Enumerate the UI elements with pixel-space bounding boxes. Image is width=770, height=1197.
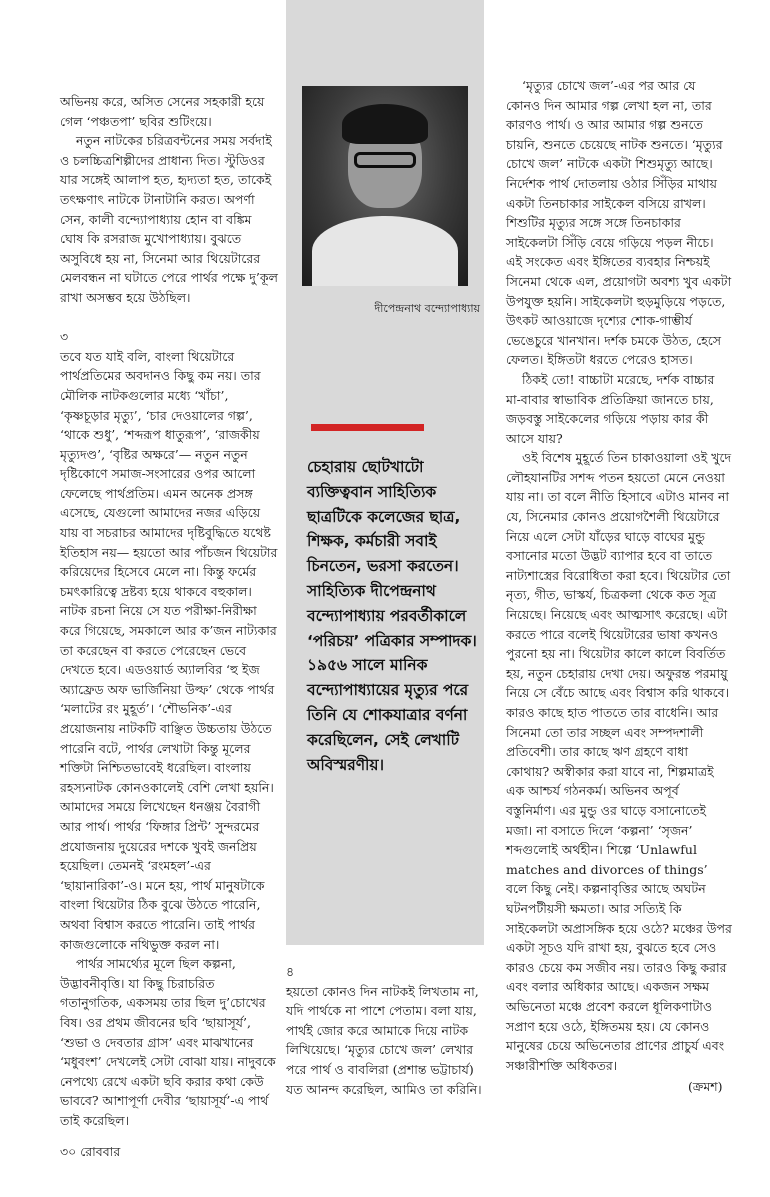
to-be-continued: (ক্রমশ) bbox=[688, 1079, 723, 1094]
pull-quote: চেহারায় ছোটখাটো ব্যক্তিত্ববান সাহিত্যিক ছাত্রটিকে কলেজের ছাত্র, শিক্ষক, কর্মচারী সবাই চিনতেন, ভরসা করতেন। সাহিত্যিক দীপেন্দ্রনাথ বন্দ্যোপাধ্যায় পরবর্তীকালে ‘পরিচয়’ পত্রিকার সম্পাদক। ১৯৫৬ সালে মানিক বন্দ্যোপাধ্যায়ের মৃত্যুর পরে তিনি যে শোকযাত্রার বর্ণনা করেছিলেন, সেই লেখাটি অবিস্মরণীয়। bbox=[307, 458, 477, 774]
right-para-1: ‘মৃত্যুর চোখে জল’-এর পর আর যে কোনও দিন আমার গল্প লেখা হল না, তার কারণও পার্থ। ও আর আমার গল্প শুনতে চায়নি, শুনতে চেয়েছে নাটক শুনতে। ‘মৃত্যুর চোখে জল’ নাটকে একটা শিশুমৃত্যু আছে। নির্দেশক পার্থ দোতলায় ওঠার সিঁড়ির মাথায় একটা তিনচাকার সাইকেল বসিয়ে রাখল। শিশুটির মৃত্যুর সঙ্গে সঙ্গে তিনচাকার সাইকেলটা সিঁড়ি বেয়ে গড়িয়ে পড়ল নীচে। এই সংকেত এবং ইঙ্গিতের ব্যবহার নিশ্চয়ই সিনেমা থেকে এল, প্রয়োগটা অবশ্য খুব একটা উপযুক্ত হয়নি। সাইকেলটা হুড়মুড়িয়ে পড়তে, উৎকট আওয়াজে দৃশ্যের শোক-গাম্ভীর্য ভেঙেচুরে খানখান। দর্শক চমকে উঠত, হেসে ফেলত। ইঙ্গিতটা ধরতে পেরেও হাসত। bbox=[506, 78, 732, 368]
photo-caption: দীপেন্দ্রনাথ বন্দ্যোপাধ্যায় bbox=[374, 302, 480, 315]
left-column bbox=[60, 92, 278, 1130]
photo-shirt bbox=[312, 216, 458, 286]
right-column bbox=[506, 76, 732, 1075]
left-para-2: নতুন নাটকের চরিত্রবন্টনের সময় সর্বদাই ও চলচ্চিত্রশিল্পীদের প্রাধান্য দিত। স্টুডিওর যার সঙ্গেই আলাপ হত, হৃদ্যতা হত, তাকেই তৎক্ষণাৎ নাটকে টানাটানি করত। অপর্ণা সেন, কালী বন্দ্যোপাধ্যায় হোন বা বঙ্কিম ঘোষ কি রসরাজ মুখোপাধ্যায়। বুঝতে অসুবিধে হয় না, সিনেমা আর থিয়েটারের মেলবন্ধন না ঘটাতে পেরে পার্থর পক্ষে দু’কূল রাখা অসম্ভব হয়ে উঠছিল। bbox=[60, 133, 278, 305]
right-para-2: ঠিকই তো! বাচ্চাটা মরেছে, দর্শক বাচ্চার মা-বাবার স্বাভাবিক প্রতিক্রিয়া জানতে চায়, জড়বস্তু সাইকেলের গড়িয়ে পড়ায় কার কী আসে যায়? bbox=[506, 371, 715, 446]
photo-hair bbox=[342, 104, 428, 144]
page-folio: ৩০ রোববার bbox=[60, 1144, 121, 1159]
left-para-4: পার্থর সামর্থ্যের মূলে ছিল কল্পনা, উদ্ভাবনীবৃত্তি। যা কিছু চিরাচরিত গতানুগতিক, একসময় তার ছিল দু’চোখের বিষ। ওর প্রথম জীবনের ছবি ‘ছায়াসূর্য’, ‘শুভা ও দেবতার গ্রাস’ এবং মাঝখানের ‘মধুবংশ’ দেখলেই সেটা বোঝা যায়। নাদুবকে নেপথ্যে রেখে একটা ছবি করার কথা কেউ ভাববে? আশাপূর্ণা দেবীর ‘ছায়াসূর্য’-এ পার্থ তাই করেছিল। bbox=[60, 956, 276, 1128]
photo-glasses bbox=[354, 152, 416, 168]
center-para: হয়তো কোনও দিন নাটকই লিখতাম না, যদি পার্থকে না পাশে পেতাম। বলা যায়, পার্থই জোর করে আমাকে দিয়ে নাটক লিখিয়েছে। ‘মৃত্যুর চোখে জল’ লেখার পরে পার্থ ও বাবলিরা (প্রশান্ত ভট্টাচার্য) যত আনন্দ করেছিল, আমিও তা করিনি। bbox=[286, 983, 482, 1097]
author-photo bbox=[302, 86, 468, 286]
right-para-3: ওই বিশেষ মুহূর্তে তিন চাকাওয়ালা ওই খুদে লৌহযানটির সশব্দ পতন হয়তো মেনে নেওয়া যায় না। তা বলে নীতি হিসাবে এটাও মানব না যে, সিনেমার কোনও প্রয়োগশৈলী থিয়েটারে নিয়ে এলে সেটা যাঁড়ের ঘাড়ে বাঘের মুন্ডু বসানোর মতো উদ্ভট ব্যাপার হবে বা তাতে নাট্যশাস্ত্রের বিরোধিতা করা হবে। থিয়েটার তো নৃত্য, গীত, ভাস্কর্য, চিত্রকলা থেকে কত সূত্র নিয়েছে। নিয়েছে এবং আত্মসাৎ করেছে। এটা করতে পারে বলেই থিয়েটারের ভাষা কখনও পুরনো হয় না। থিয়েটার কালে কালে বিবর্তিত হয়, নতুন চেহারায় দেখা দেয়। অফুরন্ত পরমায়ু নিয়ে সে বেঁচে আছে এবং বিশ্বাস করি থাকবে। কারও কাছে হাত পাততে তার বাধেনি। আর সিনেমা তো তার সচ্ছল এবং সম্পদশালী প্রতিবেশী। তার কাছে ঋণ গ্রহণে বাধা কোথায়? অস্বীকার করা যাবে না, শিল্পমাত্রই এক আশ্চর্য গঠনকর্ম। অভিনব অপূর্ব বস্তুনির্মাণ। এর মুন্ডু ওর ঘাড়ে বসানোতেই মজা। না বসাতে দিলে ‘কল্পনা’ ‘সৃজন’ শব্দগুলোই অর্থহীন। শিল্পে ‘Unlawful matches and divorces of things’ বলে কিছু নেই। কল্পনাবৃত্তির আছে অঘটন ঘটনপটীয়সী ক্ষমতা। আর সত্যিই কি সাইকেলটা অপ্রাসঙ্গিক হয়ে ওঠে? মঞ্চের উপর একটা সূচও যদি রাখা হয়, বুঝতে হবে সেও কারও চেয়ে কম সজীব নয়। তারও কিছু করার এবং বলার অধিকার আছে। একজন সক্ষম অভিনেতা মঞ্চে প্রবেশ করলে ধূলিকণাটাও সপ্রাণ হয়ে ওঠে, ইঙ্গিতময় হয়। যে কোনও মানুষের চেয়ে অভিনেতার প্রাণের প্রাচুর্য এবং সঞ্চারীশক্তি অধিকতর। bbox=[506, 450, 732, 1073]
center-column bbox=[286, 962, 486, 1099]
pull-quote-accent-bar bbox=[311, 424, 424, 431]
left-para-1: অভিনয় করে, অসিত সেনের সহকারী হয়ে গেল ‘পঞ্চতপা’ ছবির শুটিংয়ে। bbox=[60, 94, 265, 129]
section-4-number: ৪ bbox=[286, 964, 295, 979]
left-para-3: তবে যত যাই বলি, বাংলা থিয়েটারে পার্থপ্রতিমের অবদানও কিছু কম নয়। তার মৌলিক নাটকগুলোর মধ্যে ‘খাঁচা’, ‘কৃষ্ণচূড়ার মৃত্যু’, ‘চার দেওয়ালের গল্প’, ‘থাকে শুধু’, ‘শব্দরূপ ধাতুরূপ’, ‘রাজকীয় মৃত্যুদণ্ড’, ‘বৃষ্টির অক্ষরে’— নতুন নতুন দৃষ্টিকোণে সমাজ-সংসারের ওপর আলো ফেলেছে পার্থপ্রতিম। এমন অনেক প্রসঙ্গ এসেছে, যেগুলো আমাদের নজর এড়িয়ে যায় বা সচরাচর আমাদের দৃষ্টিবুদ্ধিতে যথেষ্ট ইতিহাস নয়— হয়তো আর পাঁচজন থিয়েটার করিয়েদের হিসেবে মেলে না। কিন্তু ফর্মের চমৎকারিত্বে দ্রষ্টব্য হয়ে থাকবে বহুকাল। নাটক রচনা নিয়ে সে যত পরীক্ষা-নিরীক্ষা করে গিয়েছে, সমকালে আর ক’জন নাট্যকার তা করেছেন বা করতে পেরেছেন ভেবে দেখতে হবে। এডওয়ার্ড অ্যালবির ‘হু ইজ অ্যাফ্রেড অফ ভার্জিনিয়া উল্ফ’ থেকে পার্থর ‘মলাটের রং মুহূর্ত’। ‘শৌভনিক’-এর প্রয়োজনায় নাটকটি বাঞ্ছিত উচ্চতায় উঠতে পারেনি বটে, পার্থর লেখাটা কিন্তু মূলের শক্তিটা নিশ্চিতভাবেই ধরেছিল। বাংলায় রহস্যনাটক কোনওকালেই বেশি লেখা হয়নি। আমাদের সময়ে লিখেছেন ধনঞ্জয় বৈরাগী আর পার্থ। পার্থর ‘ফিঙ্গার প্রিন্ট’ সুন্দরমের প্রযোজনায় দুয়েরের দশকে খুবই জনপ্রিয় হয়েছিল। তেমনই ‘রংমহল’-এর ‘ছায়ানারিকা’-ও। মনে হয়, পার্থ মানুষটাকে বাংলা থিয়েটার ঠিক বুঝে উঠতে পারেনি, অথবা বিশ্বাস করতে পারেনি। তাই পার্থর কাজগুলোকে নথিভুক্ত করল না। bbox=[60, 348, 278, 952]
section-3-number: ৩ bbox=[60, 329, 69, 345]
